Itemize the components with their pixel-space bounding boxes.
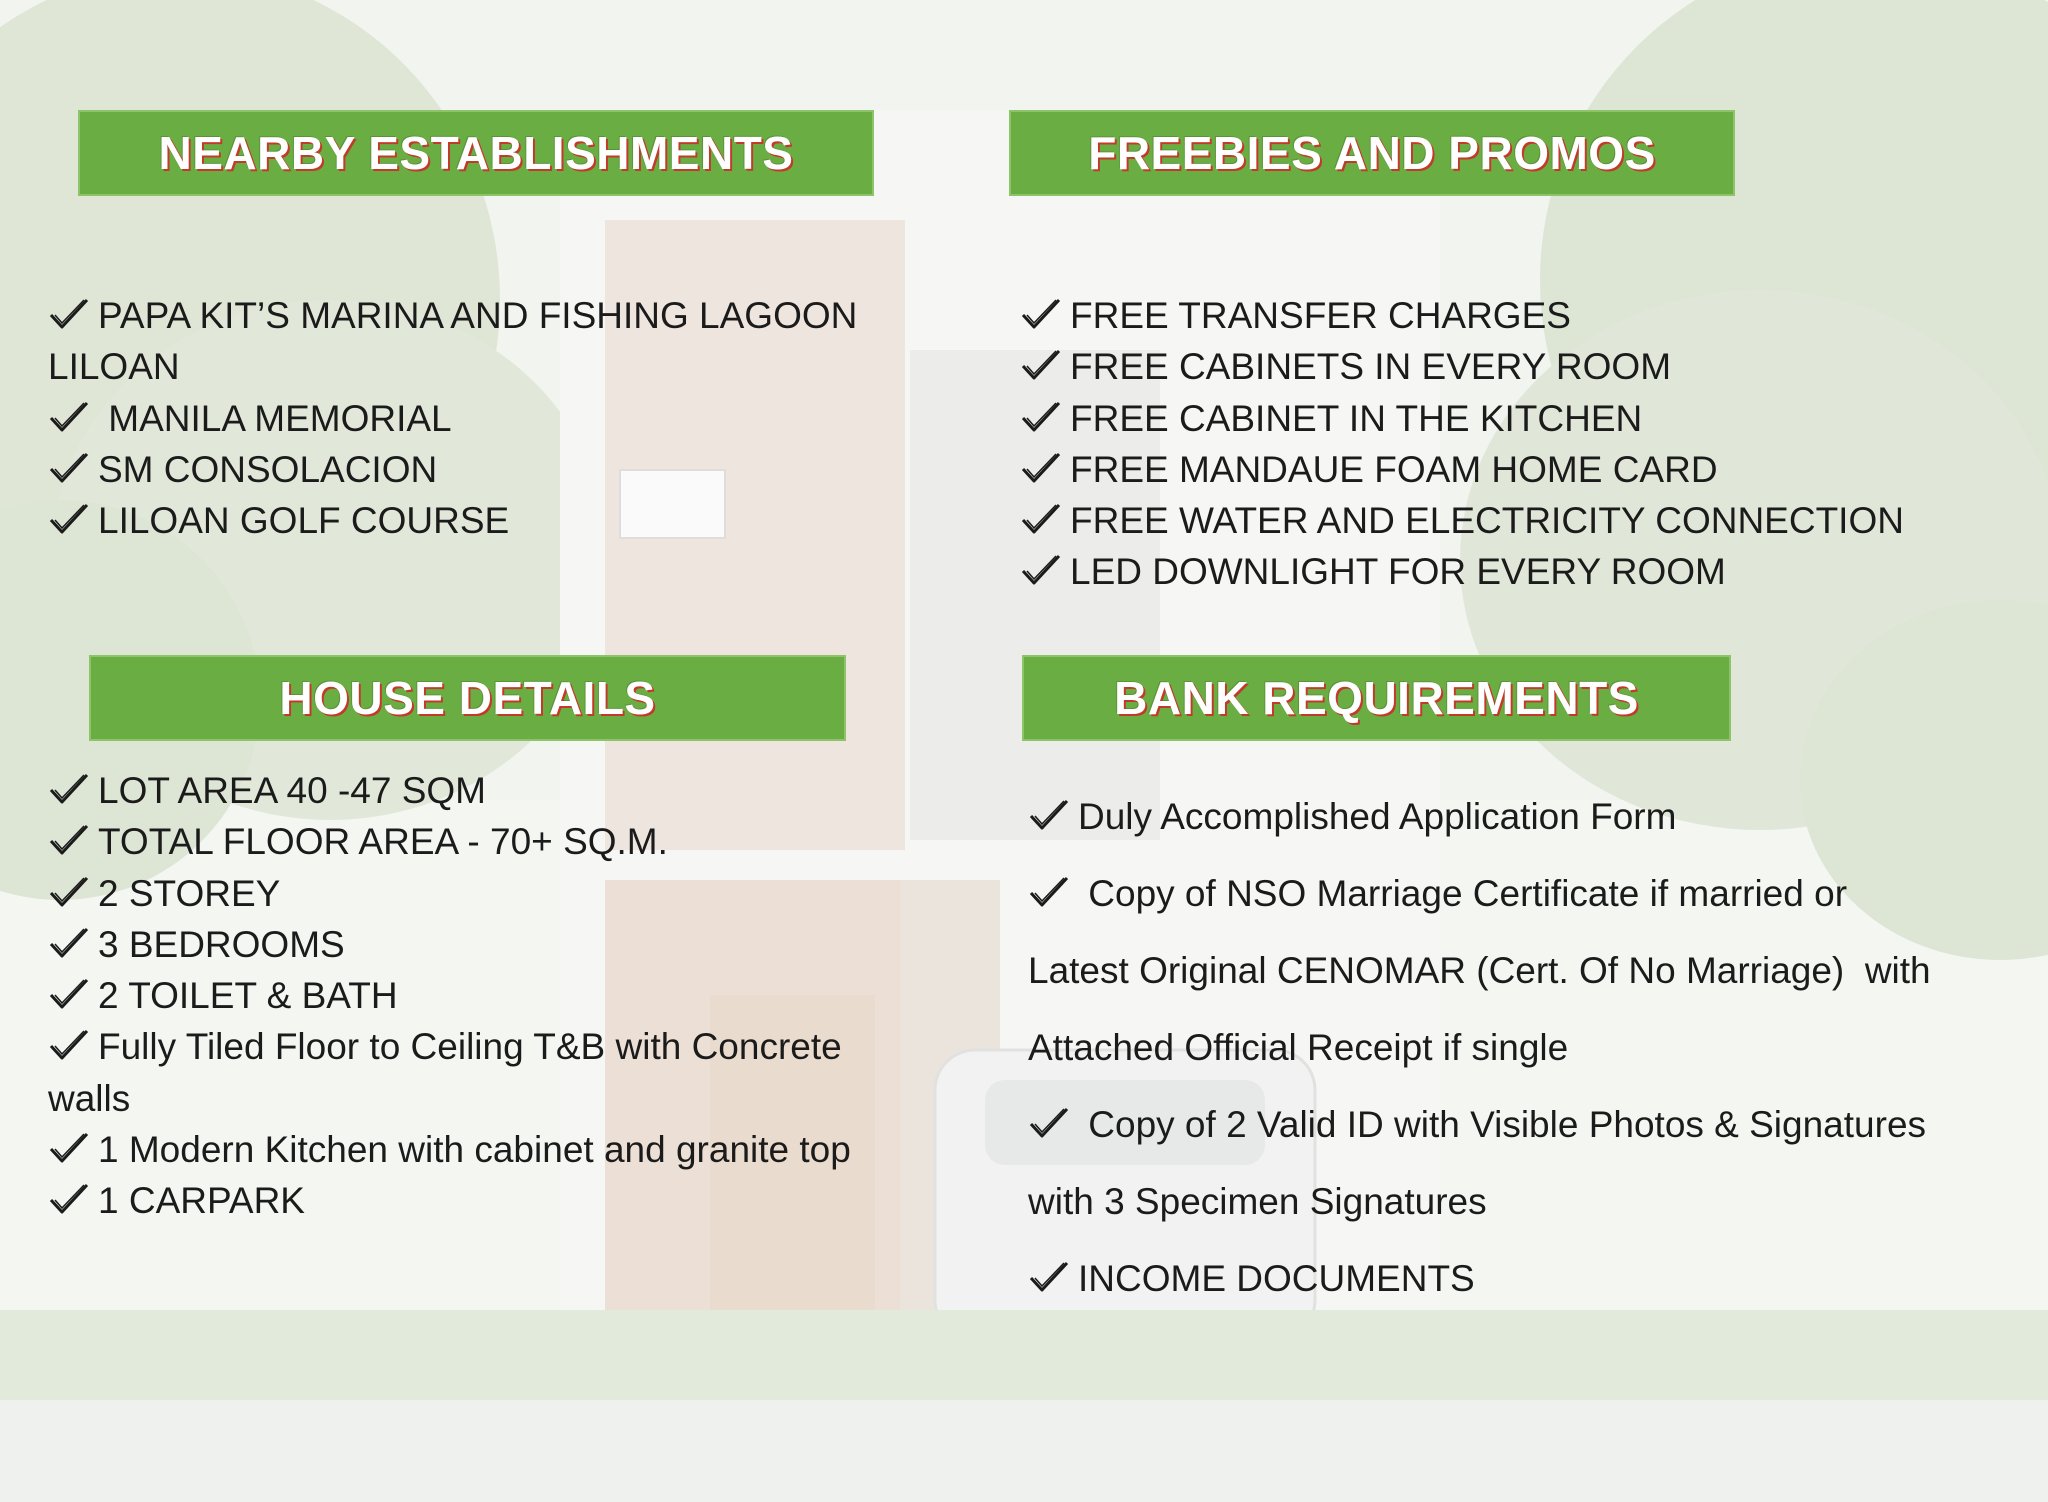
checkmark-icon [48,874,90,910]
list-item: 1 CARPARK [48,1175,928,1226]
checkmark-icon [48,450,90,486]
list-item: FREE WATER AND ELECTRICITY CONNECTION [1020,495,2020,546]
list-item-continuation: Latest Original CENOMAR (Cert. Of No Marriage) with [1028,950,1931,991]
checkmark-icon [1020,296,1062,332]
checkmark-icon [1020,399,1062,435]
nearby-establishments-header [78,110,874,196]
list-item: LOT AREA 40 -47 SQM [48,765,928,816]
list-item: FREE MANDAUE FOAM HOME CARD [1020,444,2020,495]
list-item: FREE CABINETS IN EVERY ROOM [1020,341,2020,392]
list-item: 2 STOREY [48,868,928,919]
list-item: MANILA MEMORIAL [48,393,998,444]
list-item: Fully Tiled Floor to Ceiling T&B with Concrete walls [48,1026,842,1119]
list-item: FREE CABINET IN THE KITCHEN [1020,393,2020,444]
freebies-promos-title: FREEBIES AND PROMOS [1088,127,1656,179]
list-item: Copy of 2 Valid ID with Visible Photos & Signatures [1028,1086,2008,1163]
list-item: INCOME DOCUMENTS [1028,1240,2008,1317]
checkmark-icon [1028,1105,1070,1141]
freebies-promos-list [1020,290,2020,598]
checkmark-icon [48,771,90,807]
nearby-establishments-title: NEARBY ESTABLISHMENTS [158,127,794,179]
checkmark-icon [1020,450,1062,486]
list-item: Duly Accomplished Application Form [1028,778,2008,855]
bank-requirements-title: BANK REQUIREMENTS [1114,672,1639,724]
checkmark-icon [1020,347,1062,383]
list-item: TOTAL FLOOR AREA - 70+ SQ.M. [48,816,928,867]
house-details-title: HOUSE DETAILS [279,672,656,724]
list-item: SM CONSOLACION [48,444,998,495]
checkmark-icon [1028,874,1070,910]
nearby-establishments-list [48,290,998,546]
checkmark-icon [48,1130,90,1166]
list-item: FREE TRANSFER CHARGES [1020,290,2020,341]
list-item-continuation: with 3 Specimen Signatures [1028,1181,1487,1222]
checkmark-icon [48,822,90,858]
list-item: 3 BEDROOMS [48,919,928,970]
checkmark-icon [48,1027,90,1063]
checkmark-icon [1020,501,1062,537]
checkmark-icon [1028,1259,1070,1295]
checkmark-icon [48,399,90,435]
checkmark-icon [1028,797,1070,833]
checkmark-icon [48,976,90,1012]
list-item: 2 TOILET & BATH [48,970,928,1021]
list-item: LILOAN GOLF COURSE [48,495,998,546]
checkmark-icon [48,296,90,332]
checkmark-icon [1020,552,1062,588]
bank-requirements-header [1022,655,1731,741]
list-item: PAPA KIT’S MARINA AND FISHING LAGOON LILOAN [48,295,858,388]
house-details-list [48,765,928,1227]
freebies-promos-header [1009,110,1735,196]
checkmark-icon [48,1181,90,1217]
house-details-header [89,655,846,741]
list-item-continuation: Attached Official Receipt if single [1028,1027,1569,1068]
checkmark-icon [48,925,90,961]
bank-requirements-list [1028,778,2008,1317]
checkmark-icon [48,501,90,537]
list-item: Copy of NSO Marriage Certificate if married or [1028,855,2008,932]
list-item: LED DOWNLIGHT FOR EVERY ROOM [1020,546,2020,597]
list-item: 1 Modern Kitchen with cabinet and granite top [48,1124,928,1175]
